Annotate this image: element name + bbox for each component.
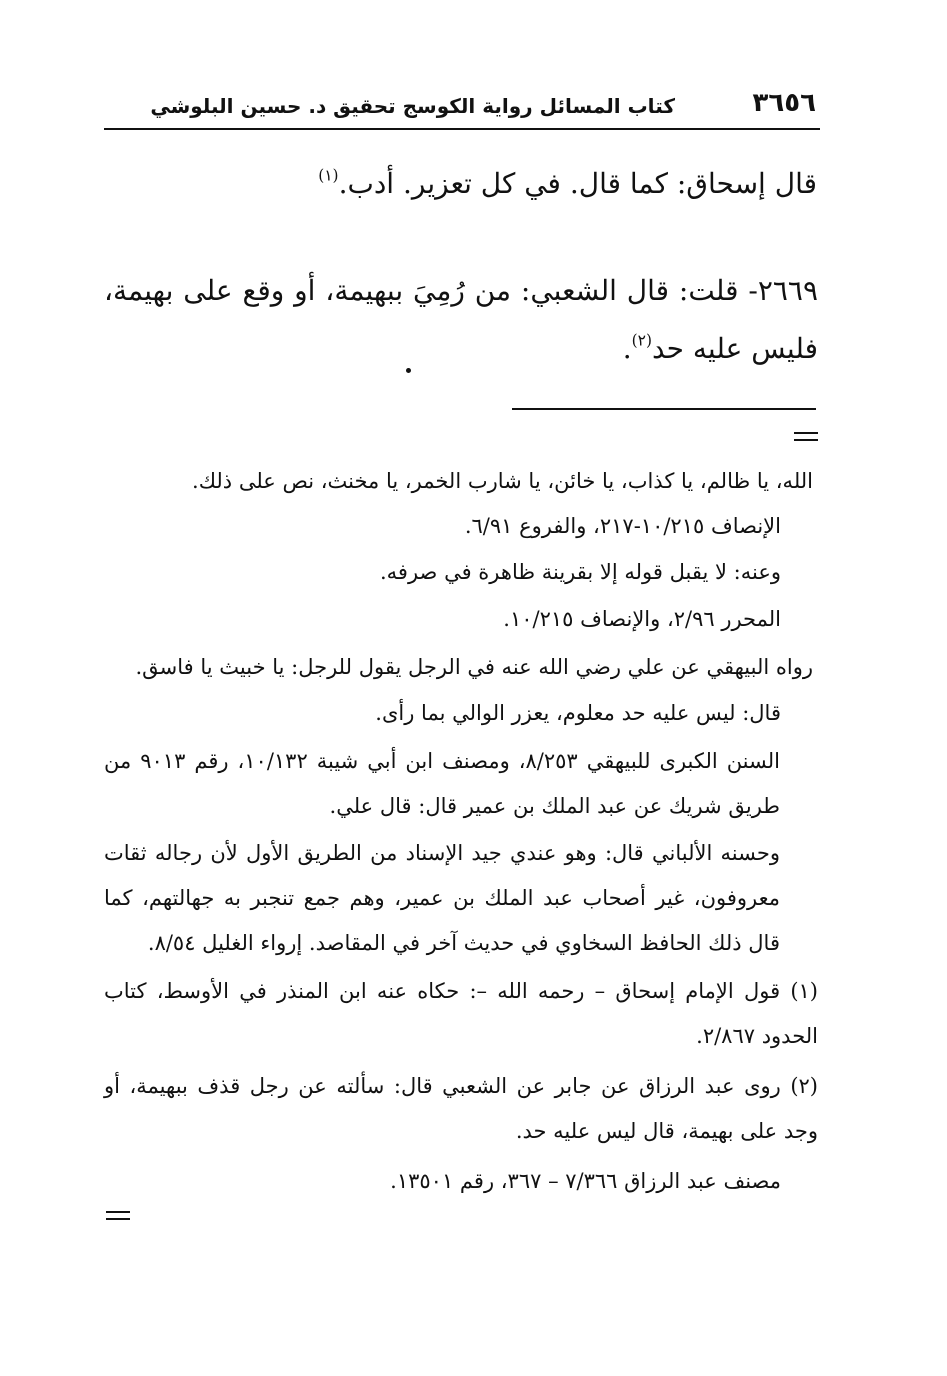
- header-rule: [104, 128, 820, 130]
- footnote-2-source: مصنف عبد الرزاق ٧/٣٦٦ – ٣٦٧، رقم ١٣٥٠١.: [390, 1169, 781, 1193]
- footnote-1: (١) قول الإمام إسحاق – رحمه الله –: حكاه عنه ابن المنذر في الأوسط، كتاب الحدود ٢/٨٦٧.: [104, 979, 818, 1048]
- entry-end-period: .: [622, 332, 632, 365]
- page-header: [104, 84, 818, 128]
- ishaq-statement-text: قال إسحاق: كما قال. في كل تعزير. أدب.: [338, 167, 817, 200]
- sunan-paragraph: السنن الكبرى للبيهقي ٨/٢٥٣، ومصنف ابن أبي شيبة ١٠/١٣٢، رقم ٩٠١٣ من طريق شريك عن عبد الملك بن عمير قال: قال علي.: [104, 749, 780, 818]
- footnote-2: (٢) روى عبد الرزاق عن جابر عن الشعبي قال: سألته عن رجل قذف ببهيمة، أو وجد على بهيمة، قال ليس عليه حد.: [104, 1074, 818, 1143]
- footnote-separator: [512, 408, 816, 410]
- ishaq-statement: [318, 164, 817, 204]
- continuation-mark-top: [794, 432, 818, 442]
- entry-2669: [104, 262, 818, 378]
- footnote-line: وعنه: لا يقبل قوله إلا بقرينة ظاهرة في صرفه.: [380, 560, 781, 584]
- entry-text: قلت: قال الشعبي: من رُمِيَ ببهيمة، أو وقع على بهيمة، فليس عليه حد: [104, 274, 818, 365]
- page-number: ٣٦٥٦: [752, 88, 816, 118]
- footnote-ref-1: (١): [318, 166, 339, 185]
- footnote-line: قال: ليس عليه حد معلوم، يعزر الوالي بما رأى.: [375, 701, 781, 725]
- footnote-line: رواه البيهقي عن علي رضي الله عنه في الرجل يقول للرجل: يا خبيث يا فاسق.: [135, 655, 813, 679]
- footnote-line: المحرر ٢/٩٦، والإنصاف ١٠/٢١٥.: [503, 607, 781, 631]
- albani-paragraph: وحسنه الألباني قال: وهو عندي جيد الإسناد من الطريق الأول لأن رجاله ثقات معروفون، غير أصحاب عبد الملك بن عمير، وهم جمع تنجبر به جهالتهم، كما قال ذلك الحافظ السخاوي في حديث آخر في المقاصد. إرواء الغليل ٨/٥٤.: [104, 841, 780, 955]
- continuation-mark-bottom: [106, 1211, 130, 1221]
- entry-number: ٢٦٦٩-: [748, 274, 818, 307]
- stray-dot: [406, 368, 411, 373]
- running-title: كتاب المسائل رواية الكوسج تحقيق د. حسين البلوشي: [150, 94, 675, 118]
- footnote-ref-2: (٢): [631, 331, 652, 350]
- footnote-line: الإنصاف ١٠/٢١٥-٢١٧، والفروع ٦/٩١.: [464, 514, 781, 538]
- footnote-line: الله، يا ظالم، يا كذاب، يا خائن، يا شارب الخمر، يا مخنث، نص على ذلك.: [192, 469, 813, 493]
